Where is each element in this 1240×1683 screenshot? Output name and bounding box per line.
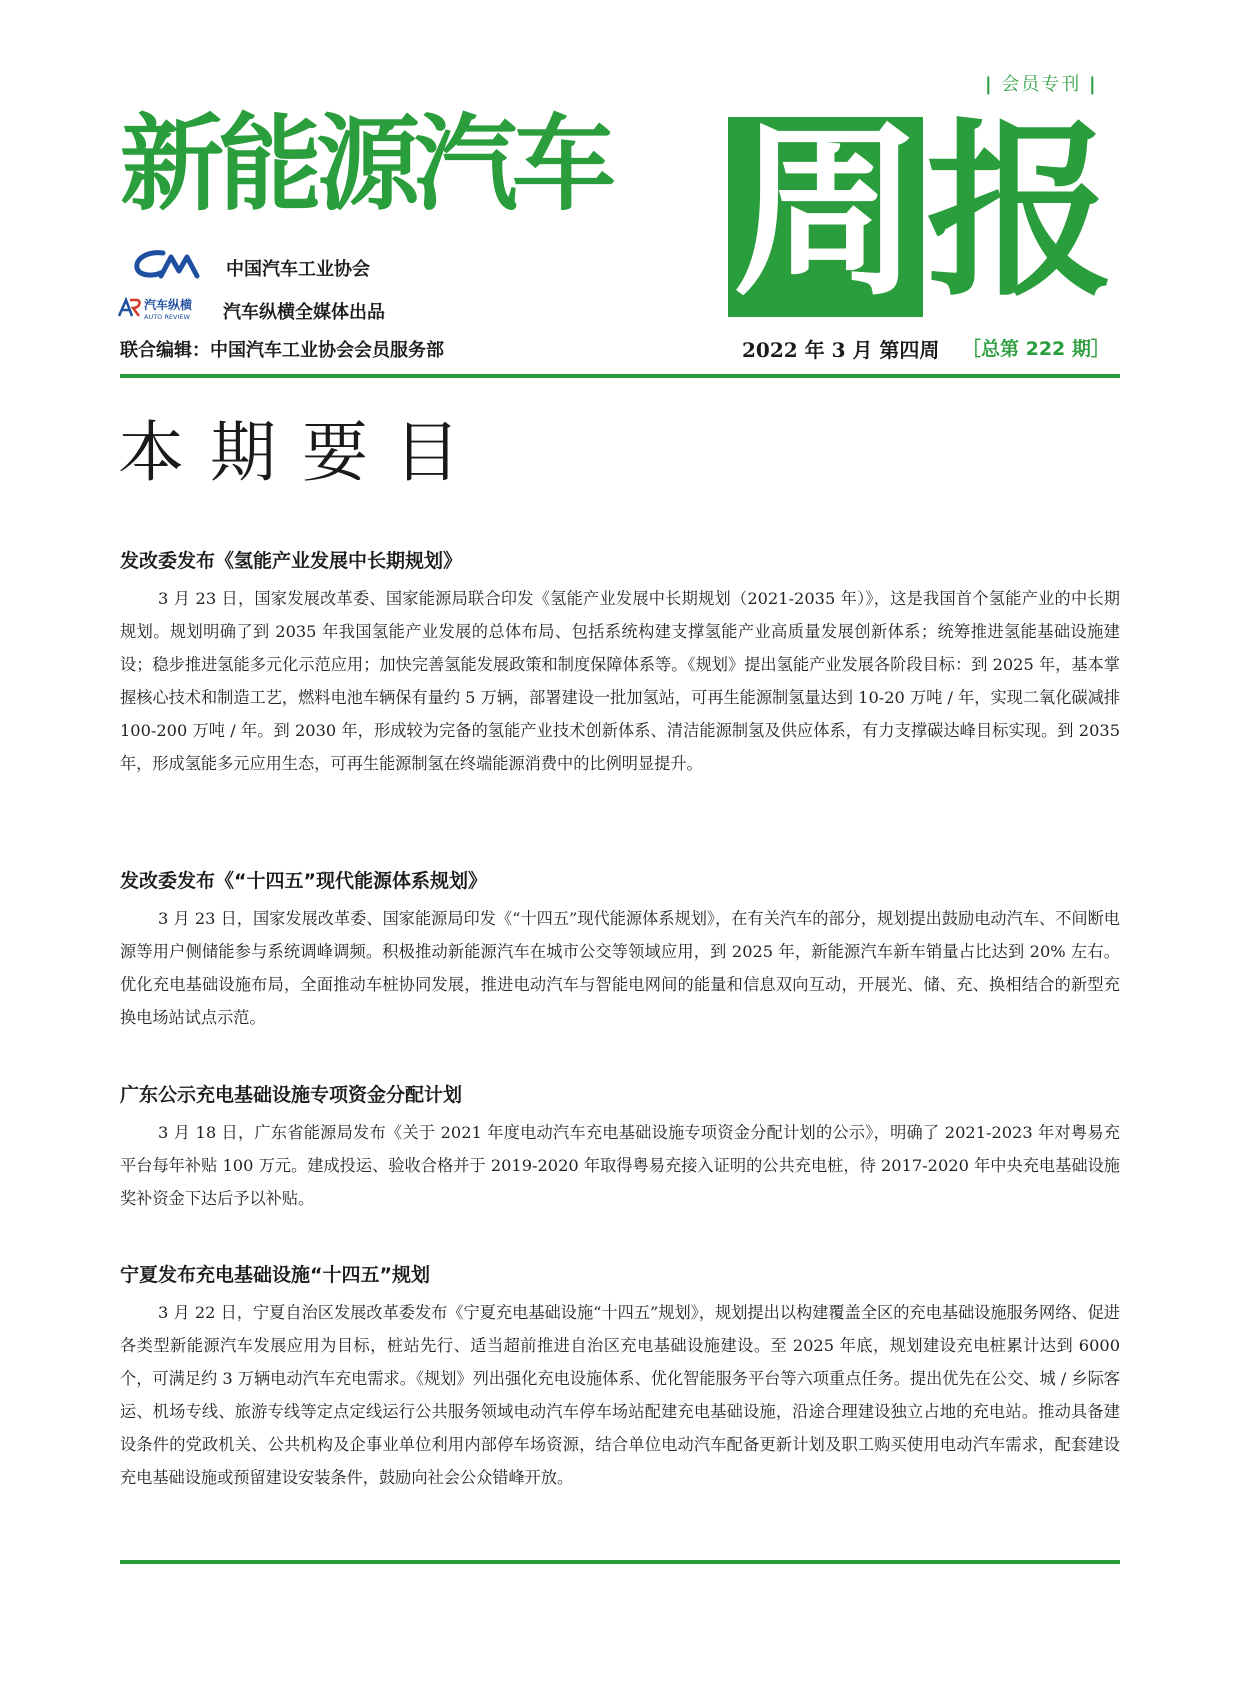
issue-total: ［总第 222 期］ <box>962 338 1110 360</box>
tag-text: 会员专刊 <box>1001 74 1082 95</box>
auto-review-logo-text: 汽车纵横 <box>144 298 193 312</box>
article-ningxia-plan <box>120 1262 1120 1494</box>
auto-review-logo-subtext: AUTO REVIEW <box>144 313 190 321</box>
article-title: 广东公示充电基础设施专项资金分配计划 <box>120 1084 463 1106</box>
brand-zhou: 周 <box>733 103 921 322</box>
section-title: 本期要目 <box>118 414 486 491</box>
article-body: 3 月 18 日，广东省能源局发布《关于 2021 年度电动汽车充电基础设施专项资金分配计划的公示》，明确了 2021-2023 年对粤易充平台每年补贴 100 万元。建成投运、验收合格并于 2019-2020 年取得粤易充接入证明的公共充电桩，待 2017-2020 年中央充电基础设施奖补资金下达后予以补贴。 <box>120 1123 1120 1208</box>
member-tag <box>985 70 1098 96</box>
joint-editor: 联合编辑：中国汽车工业协会会员服务部 <box>120 340 444 361</box>
article-body: 3 月 23 日，国家发展改革委、国家能源局印发《“十四五”现代能源体系规划》，在有关汽车的部分，规划提出鼓励电动汽车、不间断电源等用户侧储能参与系统调峰调频。积极推动新能源汽车在城市公交等领域应用，到 2025 年，新能源汽车新车销量占比达到 20% 左右。优化充电基础设施布局，全面推动车桩协同发展，推进电动汽车与智能电网间的能量和信息双向互动，开展光、储、充、换相结合的新型充换电场站试点示范。 <box>120 909 1120 1027</box>
article-title: 发改委发布《“十四五”现代能源体系规划》 <box>120 870 487 892</box>
org1-name: 中国汽车工业协会 <box>226 259 370 280</box>
auto-review-logo-icon <box>117 294 217 324</box>
article-guangdong-funding <box>120 1082 1120 1215</box>
article-body: 3 月 23 日，国家发展改革委、国家能源局联合印发《氢能产业发展中长期规划（2021-2035 年）》，这是我国首个氢能产业的中长期规划。规划明确了到 2035 年我国氢能产业发展的总体布局、包括系统构建支撑氢能产业高质量发展创新体系；统筹推进氢能基础设施建设；稳步推进氢能多元化示范应用；加快完善氢能发展政策和制度保障体系等。《规划》提出氢能产业发展各阶段目标：到 2025 年，基本掌握核心技术和制造工艺，燃料电池车辆保有量约 5 万辆，部署建设一批加氢站，可再生能源制氢量达到 10-20 万吨 / 年，实现二氧化碳减排 100-200 万吨 / 年。到 2030 年，形成较为完备的氢能产业技术创新体系、清洁能源制氢及供应体系，有力支撑碳达峰目标实现。到 2035 年，形成氢能多元应用生态，可再生能源制氢在终端能源消费中的比例明显提升。 <box>120 589 1120 773</box>
brand-title: 新能源汽车 <box>120 103 611 225</box>
tag-bar-left: | <box>985 74 994 95</box>
org2-name: 汽车纵横全媒体出品 <box>223 302 385 323</box>
top-divider <box>120 374 1120 378</box>
tag-bar-right: | <box>1089 74 1098 95</box>
article-title: 宁夏发布充电基础设施“十四五”规划 <box>120 1264 430 1286</box>
brand-bao: 报 <box>926 103 1114 322</box>
issue-date: 2022 年 3 月 第四周 <box>742 338 940 362</box>
article-body: 3 月 22 日，宁夏自治区发展改革委发布《宁夏充电基础设施“十四五”规划》，规划提出以构建覆盖全区的充电基础设施服务网络、促进各类型新能源汽车发展应用为目标，桩站先行、适当超前推进自治区充电基础设施建设。至 2025 年底，规划建设充电桩累计达到 6000 个，可满足约 3 万辆电动汽车充电需求。《规划》列出强化充电设施体系、优化智能服务平台等六项重点任务。提出优先在公交、城 / 乡际客运、机场专线、旅游专线等定点定线运行公共服务领域电动汽车停车场站配建充电基础设施，沿途合理建设独立占地的充电站。推动具备建设条件的党政机关、公共机构及企事业单位利用内部停车场资源，结合单位电动汽车配备更新计划及职工购买使用电动汽车需求，配套建设充电基础设施或预留建设安装条件，鼓励向社会公众错峰开放。 <box>120 1303 1120 1487</box>
article-title: 发改委发布《氢能产业发展中长期规划》 <box>120 550 463 572</box>
bottom-divider <box>120 1560 1120 1564</box>
article-hydrogen-plan <box>120 548 1120 780</box>
article-energy-system-plan <box>120 868 1120 1034</box>
caam-logo-icon <box>133 249 203 279</box>
